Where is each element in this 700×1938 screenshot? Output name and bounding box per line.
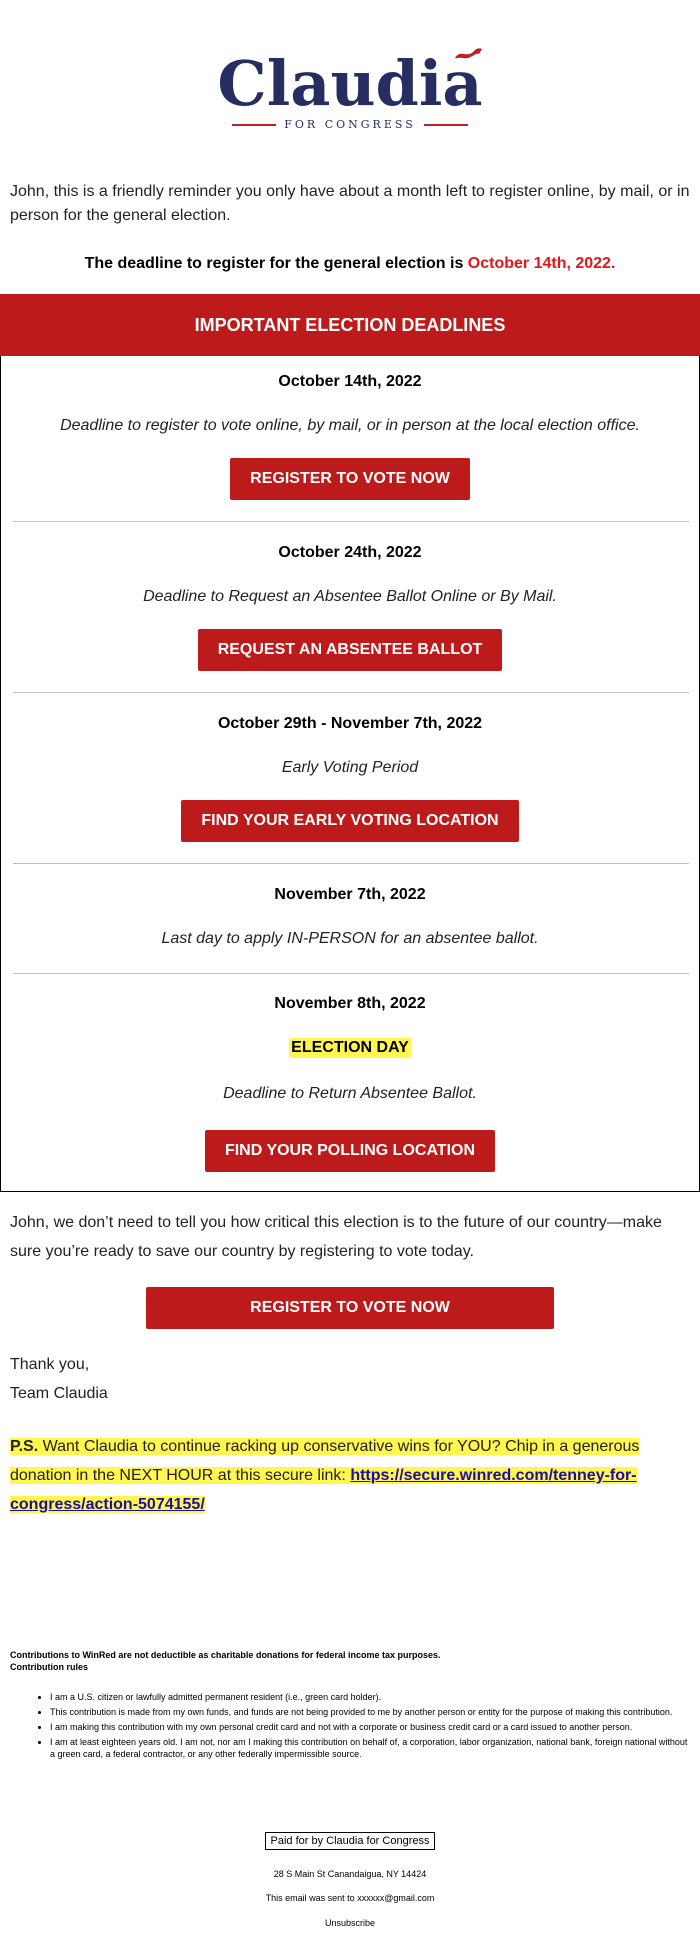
deadline-date-4: November 7th, 2022	[274, 886, 426, 903]
deadlines-box	[0, 294, 700, 1192]
divider	[13, 973, 689, 974]
footer-sent-to: This email was sent to xxxxxx@gmail.com	[265, 1893, 435, 1903]
footer-address: 28 S Main St Canandaigua, NY 14424	[273, 1869, 427, 1879]
divider	[13, 521, 689, 522]
deadline-date-5: November 8th, 2022	[274, 995, 426, 1012]
deadline-desc-5: Deadline to Return Absentee Ballot.	[223, 1085, 477, 1102]
flag-icon	[453, 46, 483, 62]
logo-name-wrap	[217, 47, 483, 120]
list-item: • I am a U.S. citizen or lawfully admitted permanent resident (i.e., green card holder).	[50, 1691, 690, 1703]
contribution-rules-list	[10, 1691, 690, 1760]
list-item: • I am making this contribution with my own personal credit card and not with a corporate or business credit card or a card issued to another person.	[50, 1721, 690, 1733]
request-absentee-ballot-button[interactable]: REQUEST AN ABSENTEE BALLOT	[198, 629, 503, 671]
paid-for-wrap	[0, 1832, 700, 1850]
election-day-highlight: ELECTION DAY	[291, 1039, 409, 1056]
list-item: • I am at least eighteen years old. I am not, nor am I making this contribution on behalf of, a corporation, labor organization, national bank, foreign national without a green card, a federal contractor, or any other federally impermissible source.	[50, 1736, 690, 1760]
ps-label: P.S.	[10, 1438, 39, 1455]
unsubscribe-link[interactable]: Unsubscribe	[324, 1918, 376, 1928]
logo	[0, 0, 700, 131]
deadline-desc-4: Last day to apply IN-PERSON for an absentee ballot.	[161, 930, 539, 947]
closing-text: John, we don’t need to tell you how critical this election is to the future of our country—make sure you’re ready to save our country by registering to vote today.	[10, 1214, 662, 1260]
donation-link[interactable]: https://secure.winred.com/tenney-for-congress/action-5074155/	[10, 1467, 637, 1513]
deadline-prefix: The deadline to register for the general election is	[84, 255, 468, 272]
deadline-date-3: October 29th - November 7th, 2022	[217, 715, 483, 732]
legal-section	[10, 1649, 690, 1763]
thanks-text: Thank you,	[10, 1356, 90, 1373]
contribution-rules-title: Contribution rules	[10, 1662, 88, 1672]
tax-disclaimer: Contributions to WinRed are not deductible as charitable donations for federal income tax purposes.	[10, 1650, 441, 1660]
sign-off	[10, 1350, 108, 1408]
logo-name: Claudia	[217, 47, 483, 120]
deadline-btn-wrap-1	[1, 458, 699, 500]
divider	[13, 692, 689, 693]
paid-for-notice: Paid for by Claudia for Congress	[265, 1832, 436, 1850]
logo-tagline: FOR CONGRESS	[284, 118, 416, 131]
deadline-date-1: October 14th, 2022	[278, 373, 422, 390]
election-day-wrap	[1, 1038, 699, 1058]
deadline-desc-1: Deadline to register to vote online, by mail, or in person at the local election office.	[60, 417, 640, 434]
ps-text: Want Claudia to continue racking up conservative wins for YOU? Chip in a generous donation in the NEXT HOUR at this secure link:	[10, 1438, 640, 1484]
intro-text: John, this is a friendly reminder you only have about a month left to register online, by mail, or in person for the general election.	[10, 183, 690, 224]
deadline-btn-wrap-2	[1, 629, 699, 671]
logo-rule-left	[232, 124, 276, 126]
deadlines-header: IMPORTANT ELECTION DEADLINES	[0, 294, 700, 356]
find-early-voting-location-button[interactable]: FIND YOUR EARLY VOTING LOCATION	[181, 800, 518, 842]
deadline-btn-wrap-5	[1, 1130, 699, 1172]
register-to-vote-main-button[interactable]: REGISTER TO VOTE NOW	[146, 1287, 554, 1329]
signature: Team Claudia	[10, 1385, 108, 1402]
ps-paragraph	[10, 1432, 690, 1519]
divider	[13, 863, 689, 864]
deadline-desc-3: Early Voting Period	[281, 759, 419, 776]
registration-deadline	[0, 255, 700, 273]
logo-rule-right	[424, 124, 468, 126]
register-to-vote-button[interactable]: REGISTER TO VOTE NOW	[230, 458, 470, 500]
deadline-date-2: October 24th, 2022	[278, 544, 422, 561]
deadline-date: October 14th, 2022.	[467, 255, 616, 272]
list-item: • This contribution is made from my own funds, and funds are not being provided to me by another person or entity for the purpose of making this contribution.	[50, 1706, 690, 1718]
find-polling-location-button[interactable]: FIND YOUR POLLING LOCATION	[205, 1130, 495, 1172]
deadline-desc-2: Deadline to Request an Absentee Ballot Online or By Mail.	[143, 588, 557, 605]
deadline-btn-wrap-3	[1, 800, 699, 842]
